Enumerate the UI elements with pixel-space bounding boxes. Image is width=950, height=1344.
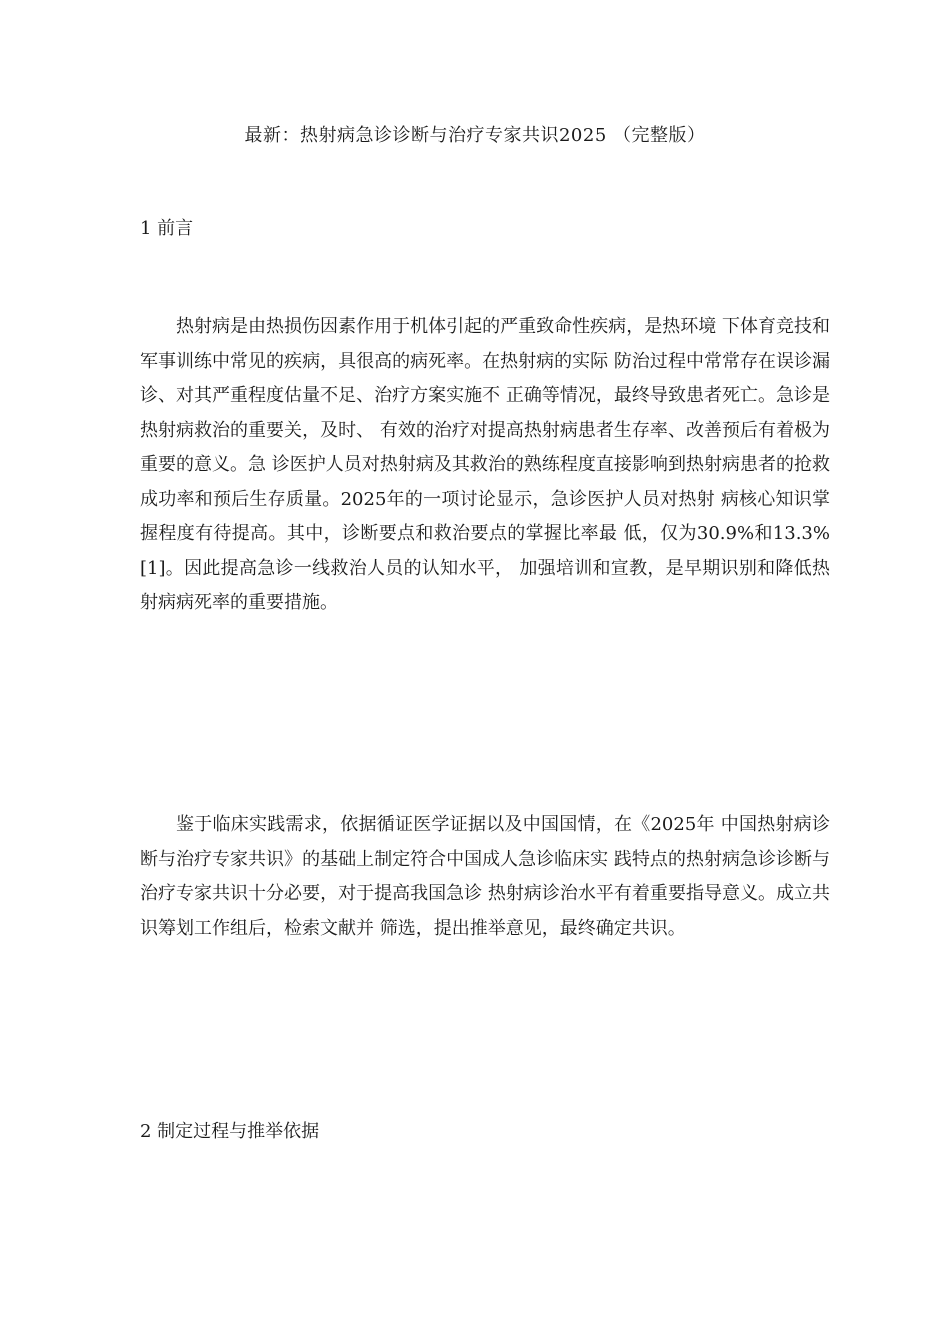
paragraph-preface-1: 热射病是由热损伤因素作用于机体引起的严重致命性疾病，是热环境 下体育竞技和军事训练中常见的疾病，具很高的病死率。在热射病的实际 防治过程中常常存在误诊漏诊、对其严重程度估量不足、治疗方案实施不 正确等情况，最终导致患者死亡。急诊是热射病救治的重要关，及时、 有效的治疗对提高热射病患者生存率、改善预后有着极为重要的意义。急 诊医护人员对热射病及其救治的熟练程度直接影响到热射病患者的抢救 成功率和预后生存质量。2025年的一项讨论显示，急诊医护人员对热射 病核心知识掌握程度有待提高。其中，诊断要点和救治要点的掌握比率最 低，仅为30.9%和13.3% [1]。因此提高急诊一线救治人员的认知水平， 加强培训和宣教，是早期识别和降低热射病病死率的重要措施。 (140, 316, 830, 613)
section-heading-preface: 1 前言 (140, 218, 194, 239)
paragraph-preface-2: 鉴于临床实践需求，依据循证医学证据以及中国国情，在《2025年 中国热射病诊断与治疗专家共识》的基础上制定符合中国成人急诊临床实 践特点的热射病急诊诊断与治疗专家共识十分必要，对于提高我国急诊 热射病诊治水平有着重要指导意义。成立共识筹划工作组后，检索文献并 筛选，提出推举意见，最终确定共识。 (140, 814, 830, 939)
document-title: 最新：热射病急诊诊断与治疗专家共识2025 （完整版） (244, 125, 706, 146)
section-heading-process: 2 制定过程与推举依据 (140, 1121, 320, 1142)
